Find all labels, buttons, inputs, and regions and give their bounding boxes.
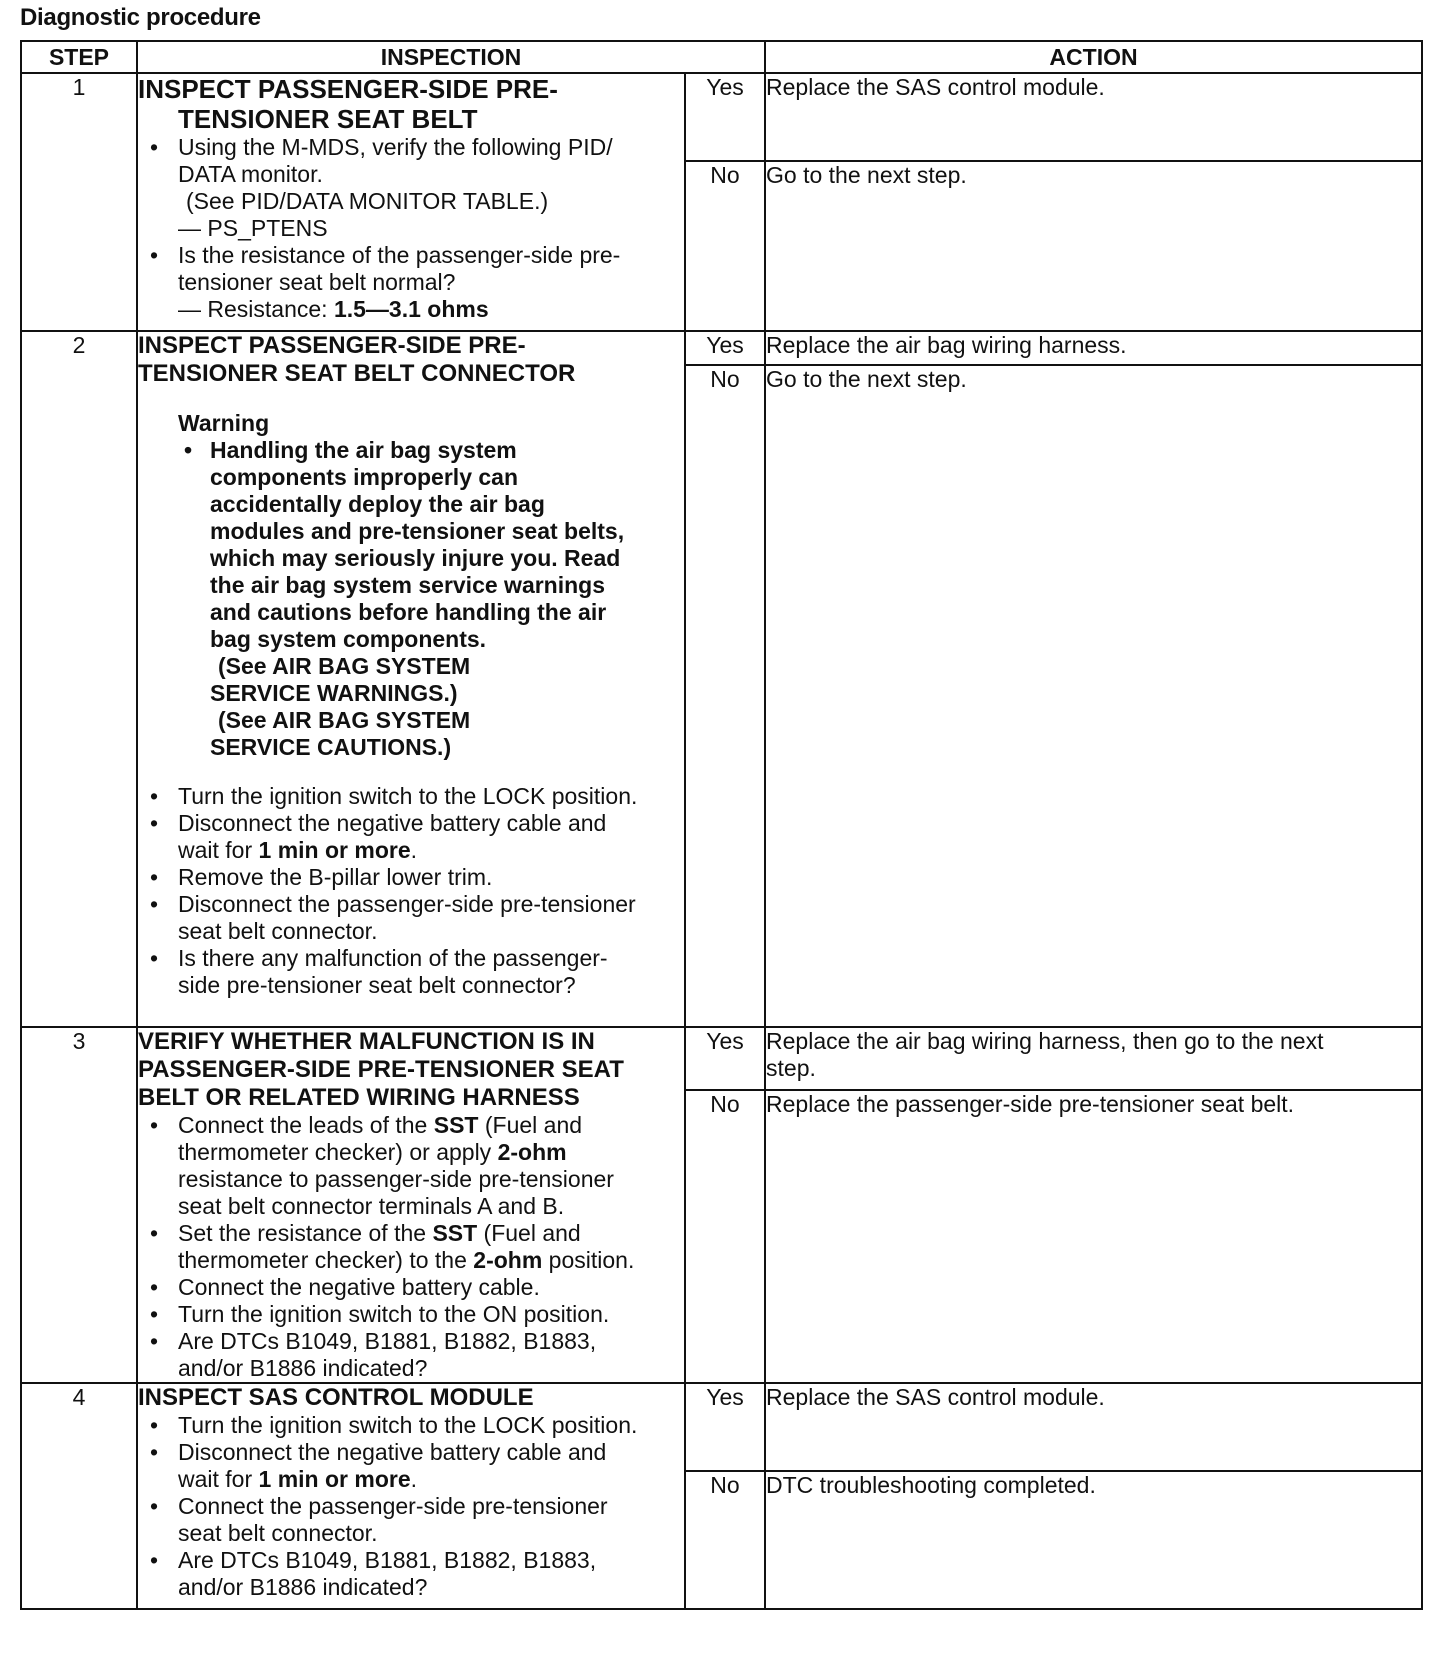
list-item-text: • Using the M-MDS, verify the following PID/ bbox=[178, 134, 613, 160]
table-row bbox=[21, 331, 1422, 365]
text-run: Connect the leads of the bbox=[178, 1112, 434, 1138]
list-item-text: • Are DTCs B1049, B1881, B1882, B1883, bbox=[178, 1328, 597, 1354]
inspection-cell bbox=[137, 1383, 685, 1609]
emphasis: SST bbox=[432, 1220, 478, 1246]
resistance-value: 1.5—3.1 ohms bbox=[333, 296, 489, 322]
warning-list bbox=[178, 437, 684, 761]
list-item-text: seat belt connector. bbox=[178, 1520, 378, 1546]
header-step: STEP bbox=[21, 41, 137, 73]
list-item-text: • Is there any malfunction of the passenger- bbox=[178, 945, 608, 971]
list-item bbox=[138, 891, 684, 945]
see-reference: (See AIR BAG SYSTEM bbox=[218, 653, 471, 679]
warning-block bbox=[138, 410, 684, 761]
no-action: DTC troubleshooting completed. bbox=[765, 1471, 1422, 1609]
text-run: wait for bbox=[178, 837, 259, 863]
list-item-text: • Disconnect the negative battery cable and bbox=[178, 1439, 607, 1465]
text-run: . bbox=[410, 1466, 418, 1492]
warning-text: the air bag system service warnings bbox=[210, 572, 606, 598]
emphasis: 2-ohm bbox=[497, 1139, 567, 1165]
step-title-line: TENSIONER SEAT BELT bbox=[178, 104, 478, 134]
list-item bbox=[138, 1328, 684, 1382]
yes-label: Yes bbox=[685, 331, 765, 365]
list-item: • Turn the ignition switch to the LOCK position. bbox=[138, 783, 684, 810]
yes-action: Replace the SAS control module. bbox=[765, 1383, 1422, 1471]
table-row bbox=[21, 1383, 1422, 1471]
no-action: Go to the next step. bbox=[765, 365, 1422, 1027]
inspection-cell bbox=[137, 73, 685, 331]
list-item-text: and/or B1886 indicated? bbox=[178, 1355, 428, 1381]
list-item-text: • Connect the passenger-side pre-tensioner bbox=[178, 1493, 608, 1519]
yes-action: Replace the SAS control module. bbox=[765, 73, 1422, 161]
warning-text: • Handling the air bag system bbox=[210, 437, 517, 463]
text-run: . bbox=[410, 837, 418, 863]
list-item bbox=[138, 134, 684, 242]
list-item: • Remove the B-pillar lower trim. bbox=[138, 864, 684, 891]
header-action: ACTION bbox=[765, 41, 1422, 73]
list-item-text bbox=[178, 837, 684, 864]
text-run: thermometer checker) or apply bbox=[178, 1139, 498, 1165]
inspection-list bbox=[138, 1112, 684, 1382]
no-label: No bbox=[685, 1090, 765, 1383]
list-item bbox=[178, 437, 684, 761]
step-title-line: PASSENGER-SIDE PRE-TENSIONER SEAT bbox=[138, 1056, 624, 1083]
no-label: No bbox=[685, 365, 765, 1027]
list-item: • Turn the ignition switch to the ON position. bbox=[138, 1301, 684, 1328]
step-title bbox=[138, 332, 684, 388]
warning-text: components improperly can bbox=[210, 464, 519, 490]
list-item: • Turn the ignition switch to the LOCK position. bbox=[138, 1412, 684, 1439]
header-inspection: INSPECTION bbox=[137, 41, 765, 73]
no-action: Replace the passenger-side pre-tensioner seat belt. bbox=[765, 1090, 1422, 1383]
list-item-text bbox=[178, 1112, 684, 1139]
warning-text: and cautions before handling the air bbox=[210, 599, 607, 625]
text-run: Set the resistance of the bbox=[178, 1220, 433, 1246]
list-item-text: side pre-tensioner seat belt connector? bbox=[178, 972, 576, 998]
yes-label: Yes bbox=[685, 1027, 765, 1090]
list-item-text: and/or B1886 indicated? bbox=[178, 1574, 428, 1600]
emphasis: 1 min or more bbox=[258, 1466, 411, 1492]
see-reference: SERVICE CAUTIONS.) bbox=[210, 734, 452, 760]
list-item bbox=[138, 1220, 684, 1274]
no-label: No bbox=[685, 161, 765, 331]
yes-label: Yes bbox=[685, 73, 765, 161]
text-run: wait for bbox=[178, 1466, 259, 1492]
list-item-text: DATA monitor. bbox=[178, 161, 323, 187]
list-item-text: seat belt connector terminals A and B. bbox=[178, 1193, 565, 1219]
text-run: (Fuel and bbox=[478, 1112, 583, 1138]
no-label: No bbox=[685, 1471, 765, 1609]
list-item: • Connect the negative battery cable. bbox=[138, 1274, 684, 1301]
diagnostic-procedure-table bbox=[20, 40, 1423, 1610]
resistance-spec bbox=[178, 296, 684, 323]
see-reference: (See AIR BAG SYSTEM bbox=[218, 707, 471, 733]
list-item-text: seat belt connector. bbox=[178, 918, 378, 944]
list-item-text: • Disconnect the passenger-side pre-tensioner bbox=[178, 891, 636, 917]
list-item bbox=[138, 945, 684, 999]
text-run: position. bbox=[542, 1247, 635, 1273]
step-title-line: INSPECT PASSENGER-SIDE PRE- bbox=[138, 332, 526, 359]
inspection-list bbox=[138, 783, 684, 999]
step-number: 1 bbox=[21, 73, 137, 331]
emphasis: 1 min or more bbox=[258, 837, 411, 863]
list-item-text bbox=[178, 1220, 684, 1247]
inspection-cell bbox=[137, 331, 685, 1027]
text-run: thermometer checker) to the bbox=[178, 1247, 474, 1273]
yes-action bbox=[765, 1027, 1422, 1090]
warning-label: Warning bbox=[178, 410, 270, 436]
warning-text: which may seriously injure you. Read bbox=[210, 545, 621, 571]
yes-action: Replace the air bag wiring harness. bbox=[765, 331, 1422, 365]
warning-text: bag system components. bbox=[210, 626, 487, 652]
table-row bbox=[21, 73, 1422, 161]
header-row bbox=[21, 41, 1422, 73]
step-number: 3 bbox=[21, 1027, 137, 1383]
list-item bbox=[138, 1493, 684, 1547]
step-title bbox=[138, 1028, 684, 1112]
list-item bbox=[138, 1547, 684, 1601]
step-title bbox=[138, 74, 684, 134]
list-item-text bbox=[178, 1247, 684, 1274]
resistance-label: — Resistance: bbox=[178, 296, 334, 322]
warning-text: accidentally deploy the air bag bbox=[210, 491, 545, 517]
step-title: INSPECT SAS CONTROL MODULE bbox=[138, 1384, 534, 1411]
list-item bbox=[138, 1439, 684, 1493]
see-reference: SERVICE WARNINGS.) bbox=[210, 680, 458, 706]
step-number: 4 bbox=[21, 1383, 137, 1609]
step-title-line: BELT OR RELATED WIRING HARNESS bbox=[138, 1084, 580, 1111]
warning-text: modules and pre-tensioner seat belts, bbox=[210, 518, 625, 544]
action-text: step. bbox=[766, 1055, 816, 1081]
list-item bbox=[138, 242, 684, 323]
table-row bbox=[21, 1027, 1422, 1090]
list-item-text bbox=[178, 1139, 684, 1166]
emphasis: SST bbox=[433, 1112, 479, 1138]
see-reference: (See PID/DATA MONITOR TABLE.) bbox=[186, 188, 549, 214]
pid-value: — PS_PTENS bbox=[178, 215, 328, 241]
list-item-text: • Are DTCs B1049, B1881, B1882, B1883, bbox=[178, 1547, 597, 1573]
list-item bbox=[138, 1112, 684, 1220]
list-item-text: • Is the resistance of the passenger-side pre- bbox=[178, 242, 621, 268]
list-item-text: tensioner seat belt normal? bbox=[178, 269, 456, 295]
page-title: Diagnostic procedure bbox=[20, 4, 261, 31]
text-run: (Fuel and bbox=[477, 1220, 581, 1246]
step-title-line: VERIFY WHETHER MALFUNCTION IS IN bbox=[138, 1028, 595, 1055]
list-item-text: resistance to passenger-side pre-tensioner bbox=[178, 1166, 614, 1192]
inspection-list bbox=[138, 134, 684, 323]
list-item-text: • Disconnect the negative battery cable and bbox=[178, 810, 607, 836]
inspection-cell bbox=[137, 1027, 685, 1383]
emphasis: 2-ohm bbox=[473, 1247, 543, 1273]
step-number: 2 bbox=[21, 331, 137, 1027]
yes-label: Yes bbox=[685, 1383, 765, 1471]
action-text: Replace the air bag wiring harness, then go to the next bbox=[766, 1028, 1324, 1054]
list-item-text bbox=[178, 1466, 684, 1493]
step-title-line: INSPECT PASSENGER-SIDE PRE- bbox=[138, 74, 558, 104]
list-item bbox=[138, 810, 684, 864]
no-action: Go to the next step. bbox=[765, 161, 1422, 331]
step-title-line: TENSIONER SEAT BELT CONNECTOR bbox=[138, 360, 576, 387]
inspection-list bbox=[138, 1412, 684, 1601]
